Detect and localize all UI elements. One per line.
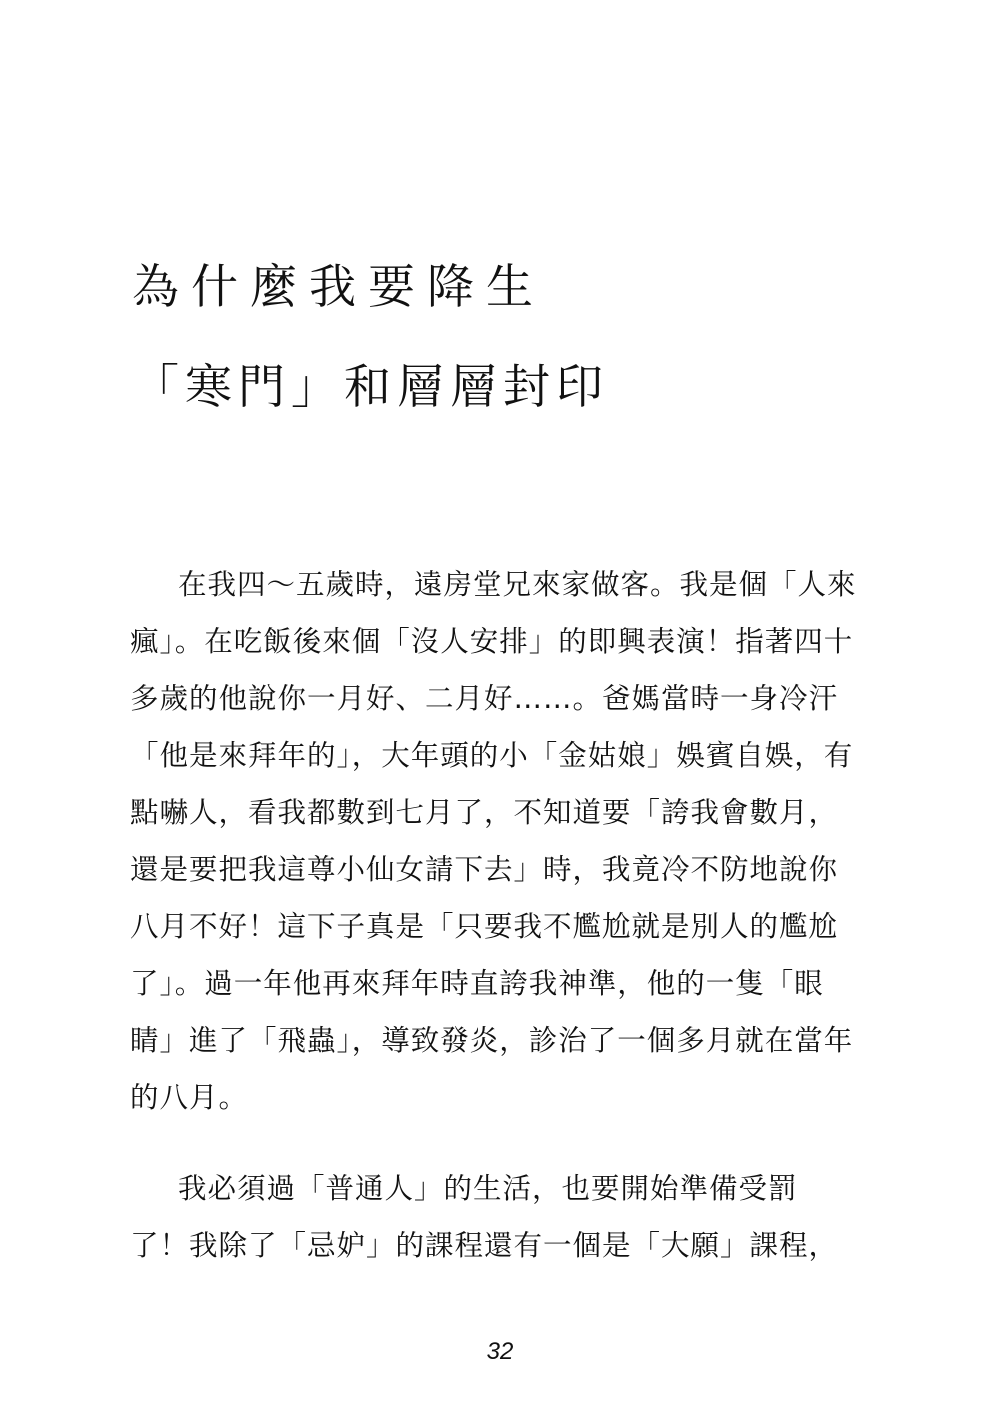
text-line: 在我四～五歲時，遠房堂兄來家做客。我是個「人來: [178, 568, 857, 601]
text-line: 「他是來拜年的」，大年頭的小「金姑娘」娛賓自娛，有: [130, 739, 854, 772]
text-line: 了」。過一年他再來拜年時直誇我神準，他的一隻「眼: [130, 967, 824, 1000]
page-number: 32: [486, 1338, 514, 1365]
text-line: 點嚇人，看我都數到七月了，不知道要「誇我會數月，: [130, 796, 839, 829]
chapter-title-line-1: 為什麼我要降生: [132, 260, 545, 315]
text-line: 了！我除了「忌妒」的課程還有一個是「大願」課程，: [130, 1229, 839, 1262]
text-line: 睛」進了「飛蟲」，導致發炎，診治了一個多月就在當年: [130, 1024, 854, 1057]
text-line: 的八月。: [130, 1081, 249, 1114]
body-paragraph-2: [130, 1160, 874, 1274]
text-line: 多歲的他說你一月好、二月好……。爸媽當時一身冷汗: [130, 682, 839, 715]
chapter-title-line-2: 「寒門」和層層封印: [132, 360, 609, 415]
text-line: 還是要把我這尊小仙女請下去」時，我竟冷不防地說你: [130, 853, 839, 886]
body-paragraph-1: [130, 556, 874, 1126]
text-line: 我必須過「普通人」的生活，也要開始準備受罰: [178, 1172, 798, 1205]
text-line: 瘋」。在吃飯後來個「沒人安排」的即興表演！指著四十: [130, 625, 854, 658]
text-line: 八月不好！這下子真是「只要我不尷尬就是別人的尷尬: [130, 910, 839, 943]
